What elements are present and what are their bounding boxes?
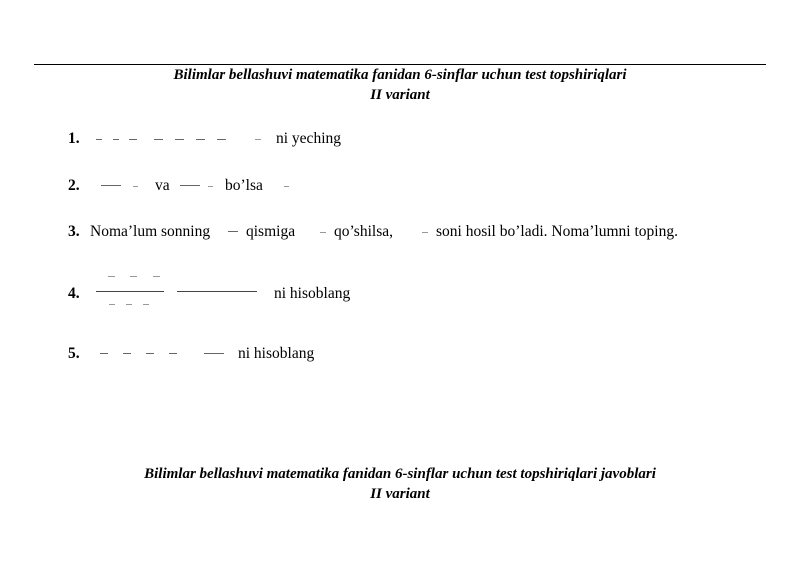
question-text-b: bo’lsa	[225, 177, 263, 194]
question-number: 2.	[68, 177, 80, 194]
variant-label: II variant	[370, 87, 430, 103]
question-text-c: qo’shilsa,	[334, 223, 393, 240]
answers-title: Bilimlar bellashuvi matematika fanidan 6-sinflar uchun test topshiriqlari javoblari	[144, 466, 656, 482]
question-number: 4.	[68, 285, 80, 302]
question-text: ni yeching	[276, 130, 341, 147]
question-text: ni hisoblang	[238, 345, 315, 362]
question-number: 1.	[68, 130, 80, 147]
question-text-a: Noma’lum sonning	[90, 223, 211, 240]
top-rule	[34, 64, 766, 65]
answers-variant-label: II variant	[370, 486, 430, 502]
question-text: ni hisoblang	[274, 285, 351, 302]
question-number: 5.	[68, 345, 80, 362]
question-text-a: va	[155, 177, 170, 194]
question-text-b: qismiga	[246, 223, 296, 240]
question-text-d: soni hosil bo’ladi. Noma’lumni toping.	[436, 223, 678, 240]
page-title: Bilimlar bellashuvi matematika fanidan 6-sinflar uchun test topshiriqlari	[173, 67, 627, 83]
question-number: 3.	[68, 223, 80, 240]
